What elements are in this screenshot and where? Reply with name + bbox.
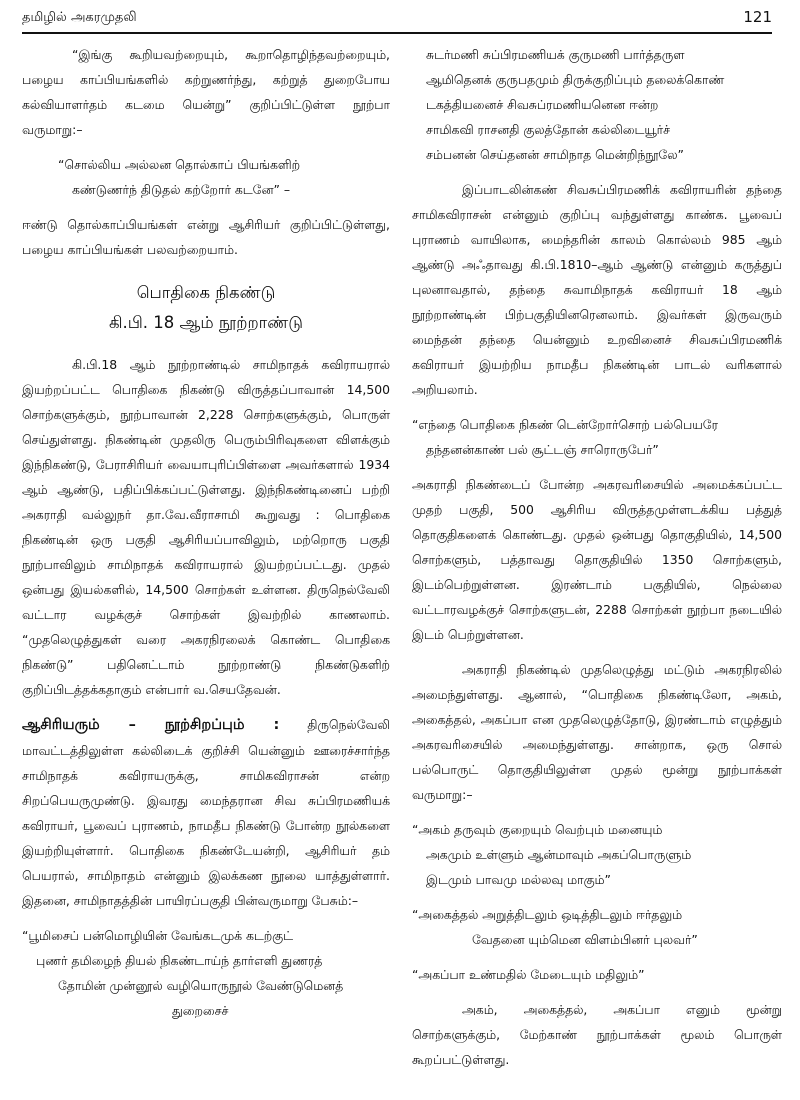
verse-line: “சொல்லிய அல்லன தொல்காப் பியங்களிற்	[58, 157, 301, 172]
verse-quote	[412, 412, 782, 462]
paragraph: அகராதி நிகண்டைப் போன்ற அகரவரிசையில் அமைக்கப்பட்ட முதற் பகுதி, 500 ஆசிரிய விருத்தமுள்ளடக்கிய பத்துத் தொகுதிகளைக் கொண்டது. முதல் ஒன்பது தொகுதியில், 14,500 சொற்களும், பத்தாவது தொகுதியில் 1350 சொற்களும், இடம்பெற்றுள்ளன. இரண்டாம் பகுதியில், நெல்லை வட்டாரவழக்குச் சொற்களுடன், 2288 சொற்கள் நூற்பா நடையில் இடம் பெற்றுள்ளன.	[412, 477, 782, 642]
heading-subtitle: கி.பி. 18 ஆம் நூற்றாண்டு	[108, 313, 304, 332]
verse-quote	[22, 923, 390, 1023]
verse-line: அகமும் உள்ளும் ஆன்மாவும் அகப்பொருளும்	[426, 847, 692, 862]
verse-quote	[22, 152, 390, 202]
verse-line: சுடர்மணி சுப்பிரமணியக் குருமணி பார்த்தருள	[426, 47, 685, 62]
paragraph	[22, 712, 390, 913]
verse-line: “அகப்பா உண்மதில் மேடையும் மதிலும்”	[412, 967, 645, 982]
paragraph: கி.பி.18 ஆம் நூற்றாண்டில் சாமிநாதக் கவிராயரால் இயற்றப்பட்ட பொதிகை நிகண்டு விருத்தப்பாவான் 14,500 சொற்களுக்கும், நூற்பாவான் 2,228 சொற்களுக்கும், பொருள் செய்துள்ளது. நிகண்டின் முதலிரு பெரும்பிரிவுகளை விளக்கும் இந்நிகண்டு, பேராசிரியர் வையாபுரிப்பிள்ளை அவர்களால் 1934 ஆம் ஆண்டு, பதிப்பிக்கப்பட்டுள்ளது. இந்நிகண்டினைப் பற்றி அகராதி வல்லுநர் தா.வே.வீராசாமி கூறுவது : பொதிகை நிகண்டின் ஒரு பகுதி ஆசிரியப்பாவிலும், மற்றொரு பகுதி நூற்பாவிலும் சாமிநாதக் கவிராயரால் இயற்றப்பட்டது. முதல் ஒன்பது இயல்களில், 14,500 சொற்கள் உள்ளன. திருநெல்வேலி வட்டார வழக்குச் சொற்கள் இவற்றில் காணலாம். “முதலெழுத்துகள் வரை அகரநிரலைக் கொண்ட பொதிகை நிகண்டு” பதினெட்டாம் நூற்றாண்டு நிகண்டுகளிற் குறிப்பிடத்தக்கதாகும் என்பார் வ.செயதேவன்.	[22, 357, 390, 697]
verse-line: இடமும் பாவமு மல்லவு மாகும்”	[426, 872, 611, 887]
section-heading	[22, 278, 390, 338]
verse-line: புணர் தமிழைந் தியல் நிகண்டாய்ந் தார்எளி துணரத்	[36, 953, 323, 968]
verse-line: டகத்தியனைச் சிவசுப்ரமணியனென ஈன்ற	[426, 97, 659, 112]
header-rule	[22, 32, 772, 34]
paragraph: ஈண்டு தொல்காப்பியங்கள் என்று ஆசிரியர் குறிப்பிட்டுள்ளது, பழைய காப்பியங்கள் பலவற்றையாம்.	[22, 217, 390, 257]
paragraph: அகம், அகைத்தல், அகப்பா எனும் மூன்று சொற்களுக்கும், மேற்காண் நூற்பாக்கள் மூலம் பொருள் கூறப்பட்டுள்ளது.	[412, 1002, 782, 1067]
running-header	[22, 6, 772, 30]
paragraph: இப்பாடலின்கண் சிவசுப்பிரமணிக் கவிராயரின் தந்தை சாமிகவிராசன் என்னும் குறிப்பு வந்துள்ளது காண்க. பூவைப் புராணம் வாயிலாக, மைந்தரின் காலம் கொல்லம் 985 ஆம் ஆண்டு அஃதாவது கி.பி.1810–ஆம் ஆண்டு என்னும் கருத்துப் புலனாவதால், தந்தை சுவாமிநாதக் கவிராயர் 18 ஆம் நூற்றாண்டின் பிற்பகுதியினரெனலாம். இவர்கள் இருவரும் மைந்தன் தந்தை யென்னும் உறவினைச் சிவசுப்பிரமணிக் கவிராயர் இயற்றிய நாமதீப நிகண்டின் பாடல் வரிகளால் அறியலாம்.	[412, 182, 782, 397]
verse-line: சாமிகவி ராசனதி குலத்தோன் கல்லிடையூர்ச்	[426, 122, 670, 137]
heading-title: பொதிகை நிகண்டு	[136, 283, 276, 302]
left-column	[22, 42, 390, 1033]
verse-line: “எந்தை பொதிகை நிகண் டென்றோர்சொற் பல்பெயரே	[412, 417, 718, 432]
paragraph-body: திருநெல்வேலி மாவட்டத்திலுள்ள கல்லிடைக் குறிச்சி யென்னும் ஊரைச்சார்ந்த சாமிநாதக் கவிராயருக்கு, சாமிகவிராசன் என்ற சிறப்பெயருமுண்டு. இவரது மைந்தரான சிவ சுப்பிரமணியக் கவிராயர், பூவைப் புராணம், நாமதீப நிகண்டு போன்ற நூல்களை இயற்றியுள்ளார். பொதிகை நிகண்டேயன்றி, ஆசிரியர் தம் பெயரால், சாமிநாதம் என்னும் இலக்கண நூலை யாத்துள்ளார். இதனை, சாமிநாதத்தின் பாயிரப்பகுதி பின்வருமாறு பேசும்:–	[22, 717, 390, 908]
verse-line: சம்பனன் செய்தனன் சாமிநாத மென்றிந்நூலே”	[426, 147, 684, 162]
verse-line: வேதனை யும்மென விளம்பினர் புலவர்”	[472, 932, 698, 947]
verse-line: ஆமிதெனக் குருபதமும் திருக்குறிப்பும் தலைக்கொண்	[426, 72, 725, 87]
verse-quote	[412, 817, 782, 892]
paragraph: “இங்கு கூறியவற்றையும், கூறாதொழிந்தவற்றையும், பழைய காப்பியங்களில் கற்றுணர்ந்து, கற்றுத் துறைபோய கல்வியாளர்தம் கடமை யென்று” குறிப்பிட்டுள்ள நூற்பா வருமாறு:–	[22, 47, 390, 137]
verse-quote	[412, 902, 782, 952]
verse-quote	[412, 962, 782, 987]
verse-line: கண்டுணர்ந் திடுதல் கற்றோர் கடனே” –	[72, 182, 291, 197]
page-number: 121	[743, 8, 772, 26]
verse-line: தோமின் முன்னூல் வழியொருநூல் வேண்டுமெனத்	[58, 978, 344, 993]
verse-line: “பூமிசைப் பன்மொழியின் வேங்கடமுக் கடற்குட்	[22, 928, 293, 943]
book-title: தமிழில் அகரமுதலி	[22, 10, 137, 25]
verse-line: “அகைத்தல் அறுத்திடலும் ஒடித்திடலும் ஈர்தலும்	[412, 907, 683, 922]
verse-line: துறைசைச்	[172, 1003, 229, 1018]
verse-line: “அகம் தருவும் குறையும் வெற்பும் மனையும்	[412, 822, 663, 837]
right-column	[412, 42, 782, 1082]
paragraph-lead: ஆசிரியரும் – நூற்சிறப்பும் :	[22, 717, 280, 733]
verse-quote	[412, 42, 782, 167]
verse-line: தந்தனன்காண் பல் சூட்டஞ் சாரொருபேர்”	[426, 442, 659, 457]
paragraph: அகராதி நிகண்டில் முதலெழுத்து மட்டும் அகரநிரலில் அமைந்துள்ளது. ஆனால், “பொதிகை நிகண்டிலோ, அகம், அகைத்தல், அகப்பா என முதலெழுத்தோடு, இரண்டாம் எழுத்தும் அகரவரிசையில் அமைந்துள்ளது. சான்றாக, ஒரு சொல் பல்பொருட் தொகுதியிலுள்ள முதல் மூன்று நூற்பாக்கள் வருமாறு:–	[412, 662, 782, 802]
